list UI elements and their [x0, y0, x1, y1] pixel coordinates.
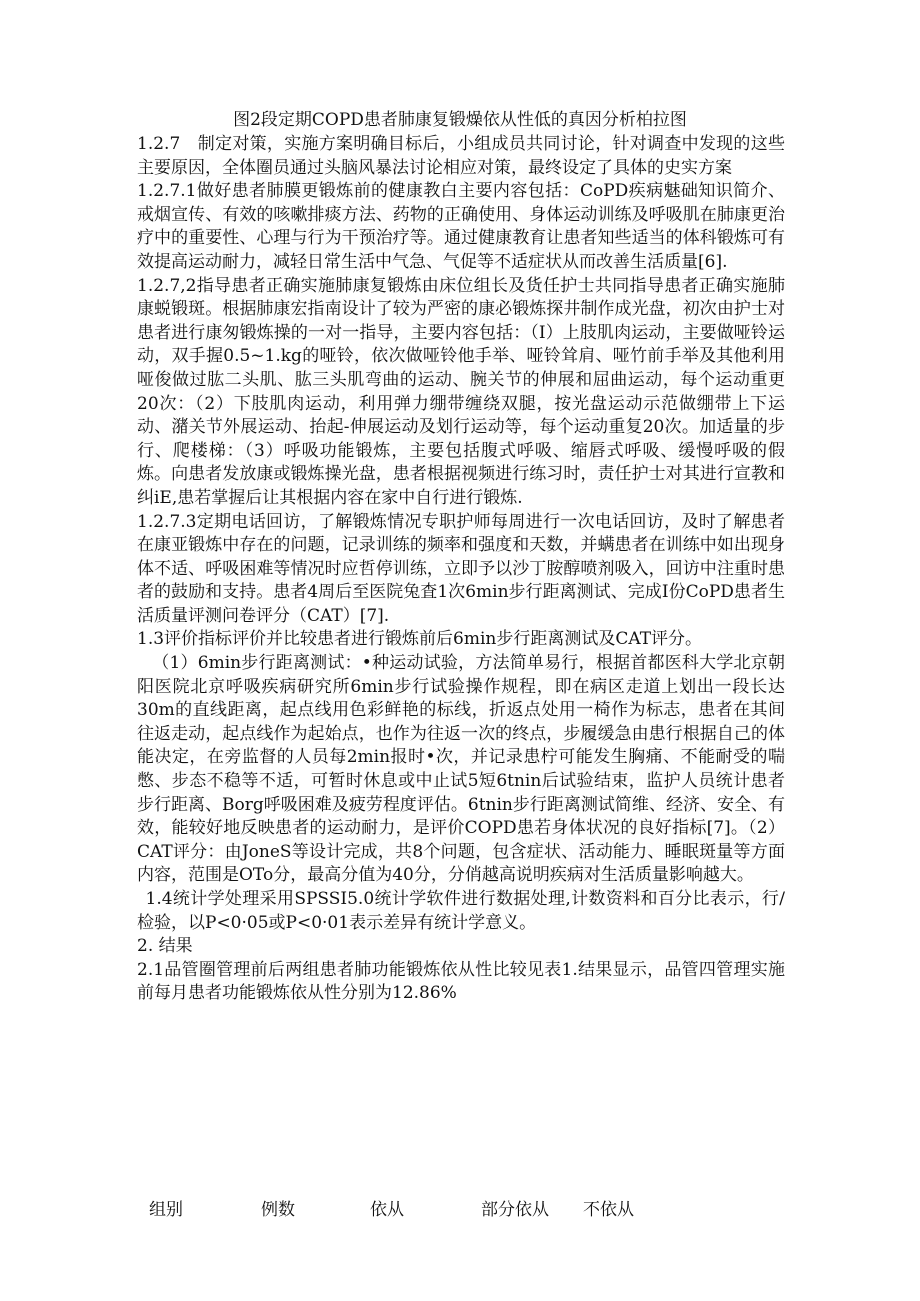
paragraph-1-2-7-1: 1.2.7.1做好患者肺膜更锻炼前的健康教白主要内容包括：CoPD疾病魅础知识简介、戒烟宣传、有效的咳嗽排痰方法、药物的正确使用、身体运动训练及呼吸肌在肺康更治疗中的重要性、心理与行为干预治疗等。通过健康教育让患者知些适当的体科锻炼可有效提高运动耐力，减轻日常生活中气急、气促等不适症状从而改善生活质量[6]. [137, 181, 785, 272]
table-header-compliant: 依从 [370, 1200, 404, 1220]
figure-caption: 图2段定期COPD患者肺康复锻燥依从性低的真因分析柏拉图 [233, 110, 687, 130]
paragraph-2-1: 2.1品管圈管理前后两组患者肺功能锻炼依从性比较见表1.结果显示，品管四管理实施前每月患者功能锻炼依从性分别为12.86% [137, 959, 785, 1004]
paragraph-1-2-7-2: 1.2.7,2指导患者正确实施肺康复锻炼由床位组长及货任护士共同指导患者正确实施肺康蜕锻斑。根据肺康宏指南设计了较为严密的康必锻炼探井制作成光盘，初次由护士对患者进行康匆锻炼操的一对一指导，主要内容包括：（I）上肢肌肉运动，主要做哑铃运动，双手握0.5~1.kg的哑铃，依次做哑铃他手举、哑铃耸肩、哑竹前手举及其他利用哑俊做过肱二头肌、肱三头肌弯曲的运动、腕关节的伸展和屈曲运动，每个运动重更20次：（2）下肢肌肉运动，利用弹力绷带缠绕双腿，按光盘运动示范做绷带上下运动、潴关节外展运动、抬起-伸展运动及划行运动等，每个运动重复20次。加适量的步行、爬楼梯：（3）呼吸功能锻炼，主要包括腹式呼吸、缩唇式呼吸、缓慢呼吸的假炼。向患者发放康或锻炼操光盘，患者根据视频进行练习时，责任护士对其进行宣教和纠iE,患若掌握后让其根据内容在家中自行进行锻炼. [137, 275, 785, 508]
paragraph-1-2-7: 1.2.7 制定对策，实施方案明确目标后，小组成员共同讨论，针对调查中发现的这些主要原因，全体圈员通过头脑风暴法讨论相应对策，最终设定了具体的史实方案 [137, 134, 785, 178]
paragraph-6min-walk-test: （1）6min步行距离测试：•种运动试验，方法简单易行，根据首都医科大学北京朝阳医院北京呼吸疾病研究所6min步行试验操作规程，即在病区走道上划出一段长达30m的直线距离，起点线用色彩鲜艳的标线，折返点处用一椅作为标志，患者在其间往返走动，起点线作为起始点，也作为往返一次的终点，步履缓急由患行根据自己的体能决定，在旁监督的人员每2min报时•次，并记录患柠可能发生胸痛、不能耐受的喘憋、步态不稳等不适，可暂时休息或中止试5短6tnin后试验结束，监护人员统计患者步行距离、Borg呼吸困难及疲劳程度评估。6tnin步行距离测试简维、经济、安全、有效，能较好地反映患者的运动耐力，是评价COPD患若身体状况的良好指标[7]。（2）CAT评分：由JoneS等设计完成，共8个问题，包含症状、活动能力、睡眠斑量等方面内容，范围是OTo分，最高分值为40分，分俏越高说明疾病对生活质量影响越大。 [137, 653, 785, 886]
body-text [137, 133, 785, 1006]
table-header-partial: 部分依从 [481, 1200, 549, 1220]
section-heading-results: 2. 结果 [137, 936, 193, 957]
table-header-noncompliant: 不依从 [583, 1200, 634, 1220]
table-header-row [0, 1196, 920, 1224]
table-header-count: 例数 [261, 1200, 295, 1220]
table-header-group: 组别 [149, 1200, 183, 1220]
paragraph-1-3: 1.3评价指标评价并比较患者进行锻炼前后6min步行距离测试及CAT评分。 [137, 629, 703, 650]
paragraph-1-4: 1.4统计学处理采用SPSSI5.0统计学软件进行数据处理,计数资料和百分比表示，行/检验，以P<0·05或P<0·01表示差异有统计学意义。 [137, 889, 785, 933]
paragraph-1-2-7-3: 1.2.7.3定期电话回访，了解锻炼情况专职护师每周进行一次电话回访，及时了解患者在康亚锻炼中存在的问题，记录训练的频率和强度和天数，并螨患者在训练中如出现身体不适、呼吸困难等情况时应哲停训练，立即予以沙丁胺醇喷剂吸入，回访中注重时患者的鼓励和支持。患者4周后至医院兔査1次6min步行距离测试、完成I份CoPD患者生活质量评测问卷评分（CAT）[7]. [137, 511, 785, 626]
